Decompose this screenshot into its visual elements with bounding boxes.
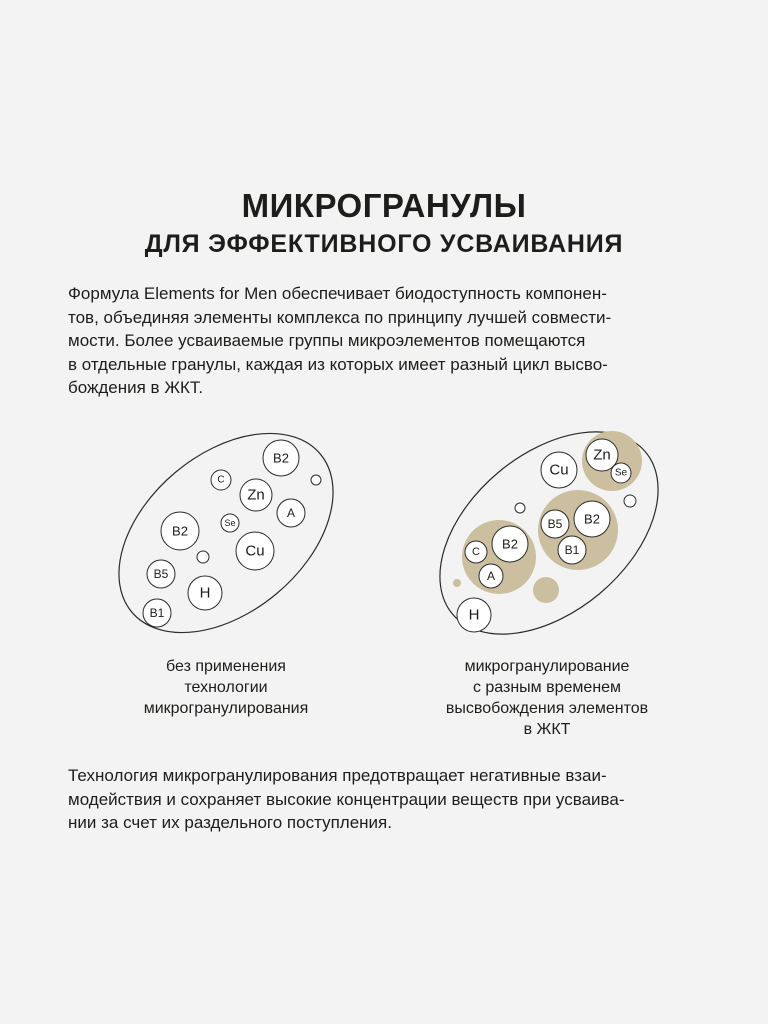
svg-text:Cu: Cu [245,542,265,560]
intro-line: мости. Более усваиваемые группы микроэлементов помещаются [68,331,586,350]
svg-text:Zn: Zn [593,446,611,464]
element-c [211,470,231,490]
svg-text:Cu: Cu [549,461,569,479]
outro-paragraph [68,764,708,835]
element-zn [240,479,272,511]
svg-text:C: C [472,546,480,558]
element-b2 [263,440,299,476]
caption-line: технологии [184,679,268,696]
empty-granule [624,495,636,507]
empty-granule [197,551,209,563]
empty-granule-filled [533,577,559,603]
caption-line: высвобождения элементов [445,700,649,717]
svg-text:B2: B2 [502,536,518,552]
element-se [611,463,631,483]
caption-line: без применения [166,658,286,675]
caption-right [412,656,682,740]
element-cu [236,532,274,570]
element-a [277,499,305,527]
diagram-right [402,391,697,674]
svg-text:B2: B2 [172,523,188,539]
element-se [221,514,239,532]
element-b1 [558,536,586,564]
page-title: МИКРОГРАНУЛЫ [241,187,527,224]
svg-text:B1: B1 [564,543,580,557]
outro-line: нии за счет их раздельного поступления. [68,813,392,832]
svg-text:B5: B5 [153,567,169,581]
caption-line: микрогранулирование [464,658,630,675]
caption-line: в ЖКТ [523,721,571,738]
diagram-left [81,393,371,672]
empty-granule-filled [453,579,461,587]
element-h [457,598,491,632]
intro-line: Формула Elements for Men обеспечивает биодоступность компонен- [68,284,607,303]
element-b5 [147,560,175,588]
element-cu [541,452,577,488]
svg-text:C: C [217,474,225,486]
element-b2 [492,526,528,562]
svg-text:B2: B2 [273,450,289,466]
outro-line: Технология микрогранулирования предотвращает негативные взаи- [68,766,607,785]
svg-text:B2: B2 [584,511,600,527]
svg-text:A: A [486,569,496,583]
svg-text:B5: B5 [547,517,563,531]
svg-text:Se: Se [614,467,628,479]
granule-b5-b2-b1 [538,490,618,570]
intro-line: в отдельные гранулы, каждая из которых имеет разный цикл высво- [68,354,608,374]
svg-text:H: H [199,584,211,602]
svg-text:B1: B1 [149,606,165,620]
granule-b2-c-a [462,520,536,594]
empty-granule [311,475,321,485]
element-a [479,564,503,588]
caption-line: микрогранулирования [143,700,309,717]
intro-line: бождения в ЖКТ. [68,378,204,397]
outro-line: модействия и сохраняет высокие концентрации веществ при усваива- [68,789,625,809]
svg-text:Se: Se [224,518,236,528]
caption-left [106,656,346,719]
element-b1 [143,599,171,627]
svg-text:A: A [286,506,296,520]
empty-granule [515,503,525,513]
caption-line: с разным временем [472,679,622,696]
element-b2 [161,512,199,550]
granule-zn-se [582,431,642,491]
element-h [188,576,222,610]
intro-line: тов, объединяя элементы комплекса по принципу лучшей совмести- [68,307,612,327]
page-subtitle: ДЛЯ ЭФФЕКТИВНОГО УСВАИВАНИЯ [144,230,624,258]
svg-text:Zn: Zn [247,486,265,504]
element-b5 [541,510,569,538]
element-b2 [574,501,610,537]
capsule-outline-left [81,393,371,672]
element-c [465,541,487,563]
svg-text:H: H [468,606,480,624]
